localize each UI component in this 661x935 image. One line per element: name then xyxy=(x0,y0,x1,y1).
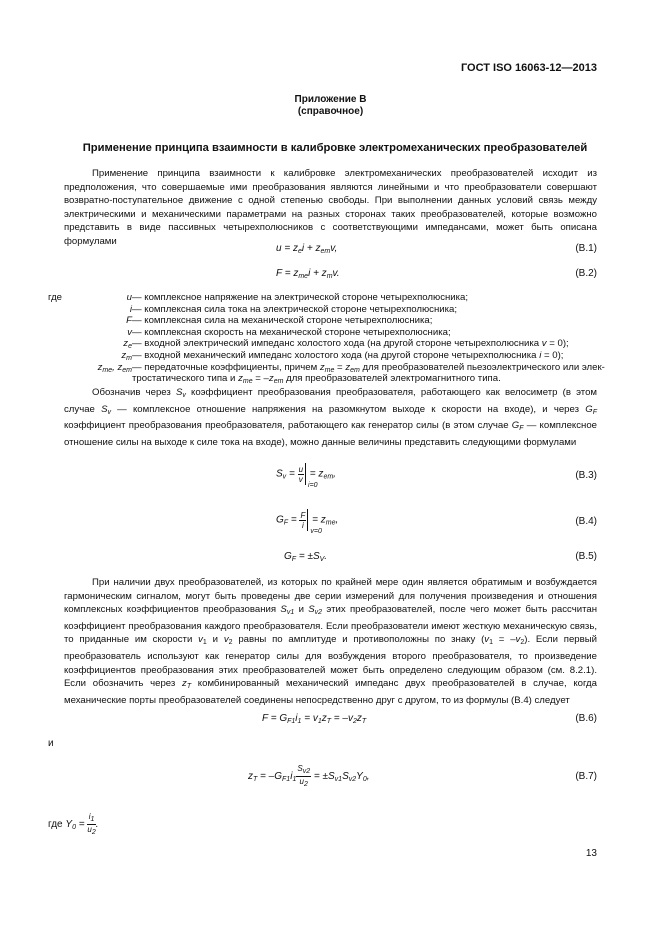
section-title: Применение принципа взаимности в калибровке электромеханических преобразователей xyxy=(82,142,588,154)
equation-b2-number: (В.2) xyxy=(575,268,597,279)
equation-b6: $F = G_{F1}i_1 = v_1z_T = -v_2z_T$ xyxy=(262,713,367,725)
equation-b5: $G_F = \pm S_V$. xyxy=(284,551,328,563)
equation-b4-number: (В.4) xyxy=(575,516,597,527)
paragraph-two-transducers: При наличии двух преобразователей, из которых по крайней мере один является обратимым и возбуждается гармоническим сигналом, могут быть проведены две серии измерений для получения произведения и отношения комплексных коэффициентов преобразования $S_{v1}$ и $S_{v2}$ этих преобразователей, после чего может быть рассчитан коэффициент преобразования каждого преобразователя. Если преобразователи имеют жесткую механическую связь, то приданные им скорости $v_1$ и $v_2$ равны по амплитуде и противоположны по знаку $(v_1 = -v_2)$. Если первый преобразователь используют как генератор силы для возбуждения второго преобразователя, то произведение коэффициентов преобразования этих преобразователей может быть определено следующим образом (см. 8.2.1). Если обозначить через $z_T$ комбинированный механический импеданс двух преобразователей в случае, когда механические порты преобразователей соединены непосредственно друг с другом, то из формулы (В.4) следует xyxy=(64,577,597,706)
definition-zm: $z_m$ — входной механический импеданс холостого хода (на другой стороне четырехполюсника i = 0); xyxy=(121,349,564,362)
definition-v: v — комплексная скорость на механической стороне четырехполюсника; xyxy=(127,326,451,338)
equation-b3-number: (В.3) xyxy=(575,470,597,481)
paragraph-coefficients: Обозначив через $S_v$ коэффициент преобразования преобразователя, работающего как велосиметр (в этом случае $S_v$ — комплексное отношение напряжения на разомкнутом выходе к скорости на входе), и через $G_F$ коэффициент преобразования преобразователя, работающего как генератор силы (в этом случае $G_F$ — комплексное отношение силы на выходе к силе тока на входе), можно данные величины представить следующими формулами xyxy=(64,387,598,448)
definition-F: F — комплексная сила на механической стороне четырехполюсника; xyxy=(126,315,433,327)
equation-b1: $u = z_ei + z_{em}v$, xyxy=(276,243,338,255)
where-label: где xyxy=(48,292,63,303)
definition-i: i — комплексная сила тока на электрической стороне четырехполюсника; xyxy=(129,303,458,315)
definition-zme-cont: тростатического типа и $z_{me} = -z_{em}$ для преобразователей электромагнитного типа. xyxy=(132,373,501,386)
appendix-subtitle: (справочное) xyxy=(297,106,364,117)
equation-b4: $G_F$ = $\frac{F}{i}$ v=0 = $z_{me}$, xyxy=(276,510,339,535)
definition-u: где u — комплексное напряжение на электрической стороне четырехполюсника; xyxy=(48,292,469,303)
definitions-list xyxy=(48,292,605,386)
standard-header: ГОСТ ISO 16063-12—2013 xyxy=(460,62,597,74)
page-number: 13 xyxy=(585,848,597,859)
equation-b7-number: (В.7) xyxy=(575,771,597,782)
definition-ze: $z_e$ — входной электрический импеданс холостого хода (на другой стороне четырехполюсника v = 0); xyxy=(123,338,569,351)
where-y0: где $Y_0$ = $\frac{i_1}{u_2}$ . xyxy=(48,812,99,836)
equation-b6-number: (В.6) xyxy=(575,713,597,724)
equation-b1-number: (В.1) xyxy=(575,243,597,254)
equation-b3: $S_v$ = $\frac{u}{v}$ i=0 = $z_{em}$, xyxy=(276,464,336,489)
definition-zme: $z_{me}$, $z_{em}$ — передаточные коэффициенты, причем $z_{me} = z_{em}$ для преобразователей пьезоэлектрического или элек- xyxy=(97,361,605,374)
paragraph-intro: Применение принципа взаимности к калибровке электромеханических преобразователей исходит из предположения, что совершаемые ими преобразования являются линейными и что преобразователи совершают возвратно-поступательное движение с одной степенью свободы. При выполнении данных условий связь между электрическими и механическими параметрами на разных сторонах таких преобразователей, которые возможно представить в виде пассивных четырехполюсников с соответствующими импедансами, может быть описана формулами xyxy=(64,168,597,247)
equation-b5-number: (В.5) xyxy=(575,551,597,562)
equation-b2: $F = z_{me}i + z_mv$. xyxy=(276,268,340,280)
appendix-title: Приложение В xyxy=(294,94,367,105)
equation-b7: $z_T = -G_{F1}i_1$ $\frac{S_{v2}}{u_2}$ = $\pm S_{v1}S_{v2}Y_0$, xyxy=(248,764,370,788)
conjunction-and: и xyxy=(48,738,54,749)
